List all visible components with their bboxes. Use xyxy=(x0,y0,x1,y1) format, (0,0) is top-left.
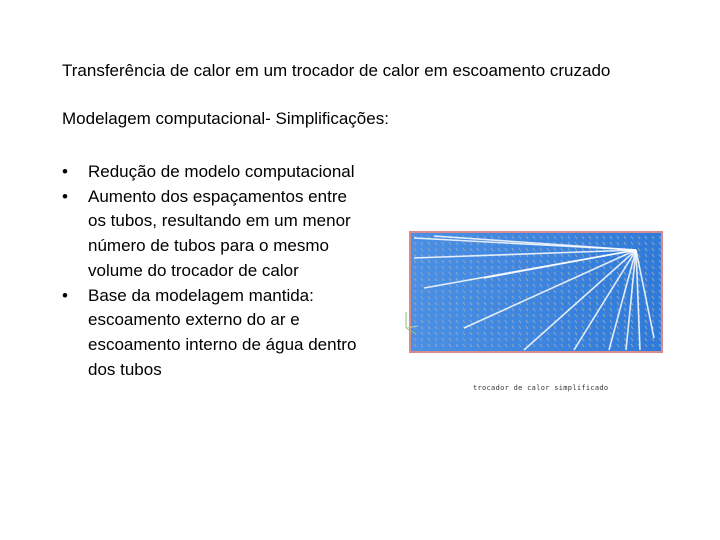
bullet-text: Aumento dos espaçamentos entre os tubos, resultando em um menor número de tubos para o mesmo volume do trocador de calor xyxy=(88,186,351,280)
bullet-text: Redução de modelo computacional xyxy=(88,162,355,181)
heat-exchanger-image xyxy=(404,228,666,358)
bullet-marker: • xyxy=(62,186,68,206)
bullet-item xyxy=(62,160,362,185)
figure-caption: trocador de calor simplificado xyxy=(473,384,609,392)
slide-subtitle: Modelagem computacional- Simplificações: xyxy=(62,109,389,128)
bullet-list xyxy=(62,160,362,382)
heat-exchanger-figure xyxy=(404,228,666,358)
bullet-item xyxy=(62,284,362,383)
bullet-marker: • xyxy=(62,285,68,305)
bullet-marker: • xyxy=(62,162,68,181)
slide-title: Transferência de calor em um trocador de calor em escoamento cruzado xyxy=(62,61,611,80)
bullet-text: Base da modelagem mantida: escoamento externo do ar e escoamento interno de água dentro dos tubos xyxy=(88,285,357,379)
bullet-item xyxy=(62,185,362,284)
